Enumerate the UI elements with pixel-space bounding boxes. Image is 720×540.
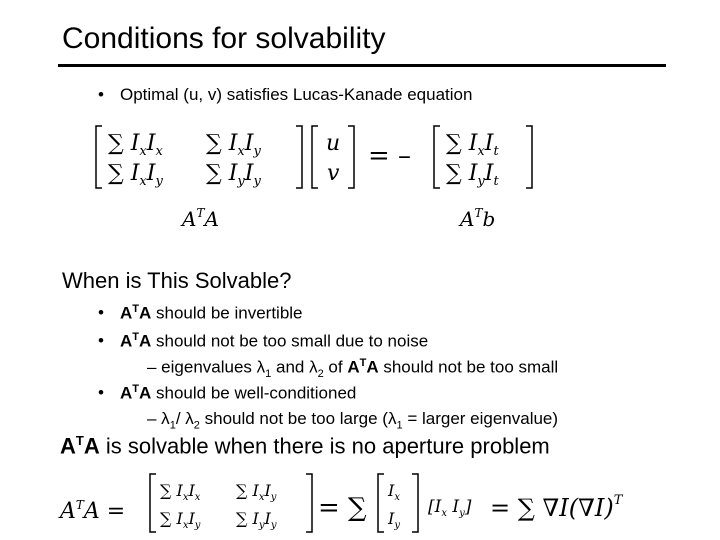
bullet-dot: • [98,303,104,322]
eq2-m11: ∑ $I_xI_x$ [160,481,201,503]
eq2-m21: ∑ $I_xI_y$ [160,509,201,531]
sub-eigenvalues: – eigenvalues $\lambda_1$ and $\lambda_2$ of $A^TA$ should not be too small [147,357,559,381]
bullet-optimal: Optimal (u, v) satisfies Lucas-Kanade equation [120,85,473,104]
eq2-m12: ∑ $I_xI_y$ [236,481,277,503]
eq2-rhs: = ∑ $\nabla I(\nabla I)^T$ [490,493,623,522]
eq2-m22: ∑ $I_yI_y$ [236,509,277,531]
eq1-u: u [326,131,341,156]
eq1-m12: ∑ $I_xI_y$ [206,131,261,159]
bullet-dot: • [98,383,104,402]
eq2-col2: $I_y$ [388,509,400,531]
bullet-dot: • [98,331,104,350]
eq2-equals-sum: = ∑ [318,493,367,523]
eq1-label-ata: $A^TA$ [182,206,219,231]
eq1-equals: = – [368,141,412,171]
bullet-dot: • [98,85,104,104]
eq1-v: v [327,161,340,186]
eq2-col1: $I_x$ [388,481,400,503]
subheading: When is This Solvable? [62,268,292,293]
bullet-invertible: $A^TA$ should be invertible [120,303,303,323]
conclusion: $A^TA$ is solvable when there is no aperture problem [60,433,550,459]
sub-ratio: – $\lambda_1/$ $\lambda_2$ should not be too large ($\lambda_1$ = larger eigenvalue) [147,409,559,432]
bullet-well-conditioned: $A^TA$ should be well-conditioned [120,383,357,403]
eq1-label-atb: $A^Tb$ [460,206,496,231]
bullet-not-small: $A^TA$ should not be too small due to noise [120,331,429,351]
eq1-r2: ∑ $I_yI_t$ [446,161,499,189]
eq2-lhs: $A^TA$ = [60,498,126,524]
eq1-m22: ∑ $I_yI_y$ [206,161,261,189]
eq1-m21: ∑ $I_xI_y$ [108,161,163,189]
eq1-m11: ∑ $I_xI_x$ [108,131,163,159]
eq2-row: [$I_x$ $I_y$] [428,497,472,519]
page-title: Conditions for solvability [62,22,386,55]
eq1-r1: ∑ $I_xI_t$ [446,131,499,159]
